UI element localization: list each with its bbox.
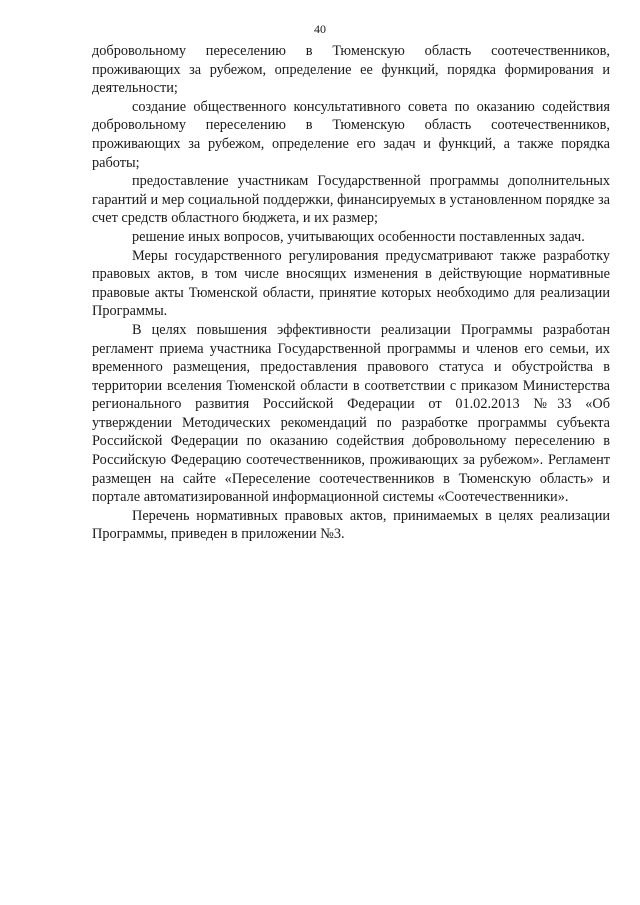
paragraph-council-functions: добровольному переселению в Тюменскую область соотечественников, проживающих за рубежом, определение ее функций, порядка формирования и деятельности; — [92, 43, 610, 97]
paragraph-other-questions: решение иных вопросов, учитывающих особенности поставленных задач. — [132, 228, 585, 245]
paragraph-regulation-measures: Меры государственного регулирования предусматривают также разработку правовых актов, в том числе вносящих изменения в действующие нормативные правовые акты Тюменской области, принятие которых необходимо для реализации Программы. — [92, 247, 610, 320]
paragraph-reception-regulation: В целях повышения эффективности реализации Программы разработан регламент приема участника Государственной программы и членов его семьи, их временного размещения, предоставления правового статуса и обустройства в территории вселения Тюменской области в соответствии с приказом Министерства регионального развития Российской Федерации от 01.02.2013 №33 «Об утверждении Методических рекомендаций по разработке программы субъекта Российской Федерации по оказанию содействия добровольному переселению в Российскую Федерацию соотечественников, проживающих за рубежом». Регламент размещен на сайте «Переселение соотечественников в Тюменскую область» и портале автоматизированной информационной системы «Соотечественники». — [92, 321, 610, 506]
document-body — [92, 42, 610, 544]
paragraph-advisory-council: создание общественного консультативного совета по оказанию содействия добровольному переселению в Тюменскую область соотечественников, проживающих за рубежом, определение его задач и функций, а также порядка работы; — [92, 98, 610, 171]
page-number: 40 — [314, 22, 326, 36]
paragraph-legal-acts-list: Перечень нормативных правовых актов, принимаемых в целях реализации Программы, приведен в приложении №3. — [92, 507, 610, 543]
paragraph-additional-guarantees: предоставление участникам Государственной программы дополнительных гарантий и мер социальной поддержки, финансируемых в установленном порядке за счет средств областного бюджета, и их размер; — [92, 173, 610, 227]
